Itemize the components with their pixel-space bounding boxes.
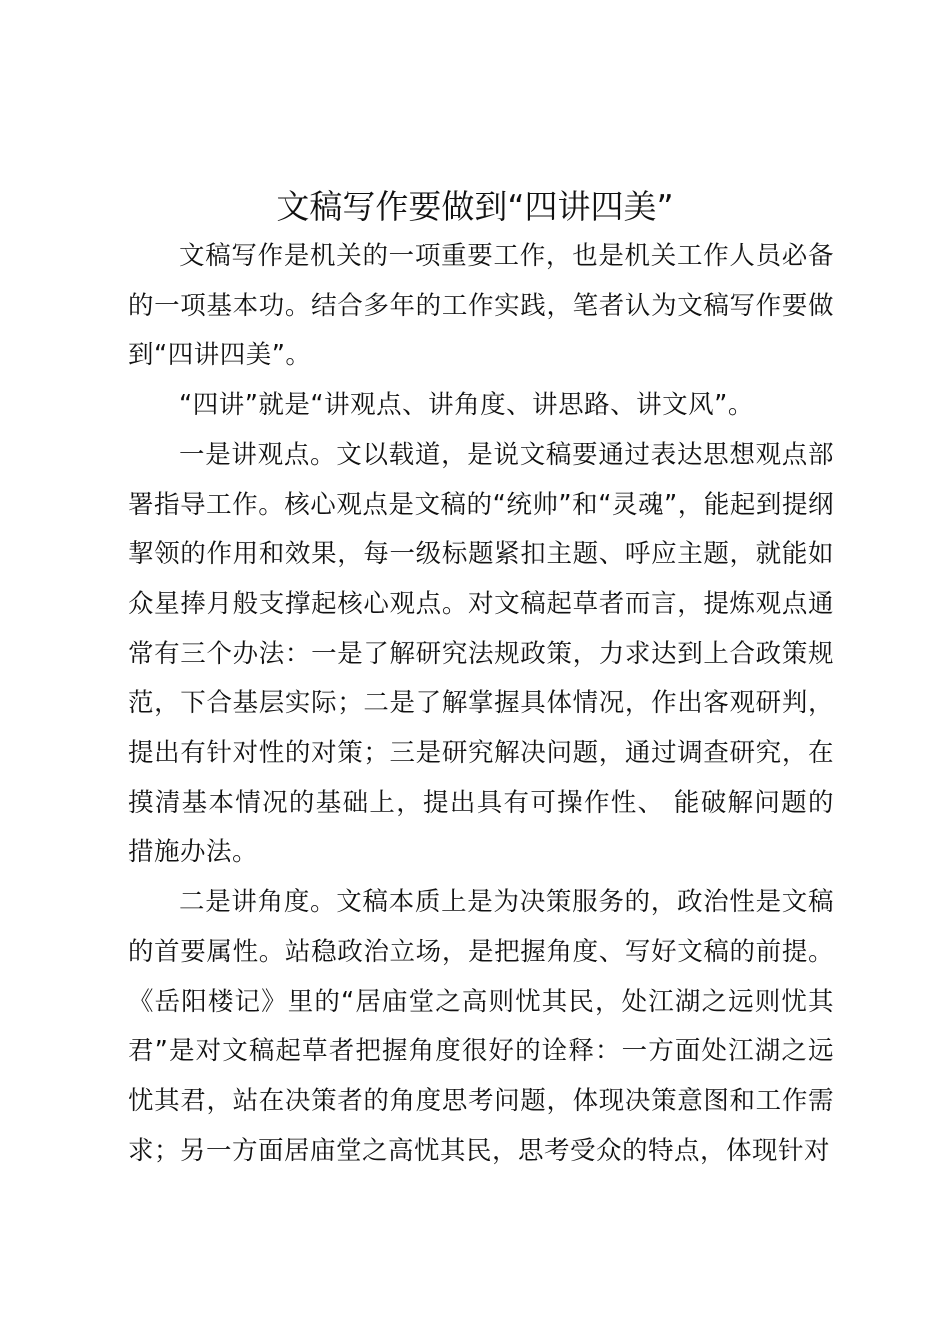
paragraph: “四讲”就是“讲观点、讲角度、讲思路、讲文风”。 bbox=[179, 390, 754, 421]
document-title: 文稿写作要做到“四讲四美” bbox=[276, 187, 674, 226]
paragraph: 一是讲观点。文以载道，是说文稿要通过表达思想观点部署指导工作。核心观点是文稿的“统帅”和“灵魂”，能起到提纲挈领的作用和效果，每一级标题紧扣主题、呼应主题，就能如众星捧月般支撑起核心观点。对文稿起草者而言，提炼观点通常有三个办法：一是了解研究法规政策，力求达到上合政策规范，下合基层实际；二是了解掌握具体情况，作出客观研判，提出有针对性的对策；三是研究解决问题，通过调查研究，在摸清基本情况的基础上，提出具有可操作性、 能破解问题的措施办法。 bbox=[128, 439, 834, 868]
paragraph: 文稿写作是机关的一项重要工作，也是机关工作人员必备的一项基本功。结合多年的工作实践，笔者认为文稿写作要做到“四讲四美”。 bbox=[128, 241, 834, 371]
paragraph: 二是讲角度。文稿本质上是为决策服务的，政治性是文稿的首要属性。站稳政治立场，是把握角度、写好文稿的前提。《岳阳楼记》里的“居庙堂之高则忧其民，处江湖之远则忧其君”是对文稿起草者把握角度很好的诠释：一方面处江湖之远忧其君，站在决策者的角度思考问题，体现决策意图和工作需求；另一方面居庙堂之高忧其民，思考受众的特点，体现针对 bbox=[128, 887, 834, 1166]
document-body bbox=[128, 232, 834, 1176]
